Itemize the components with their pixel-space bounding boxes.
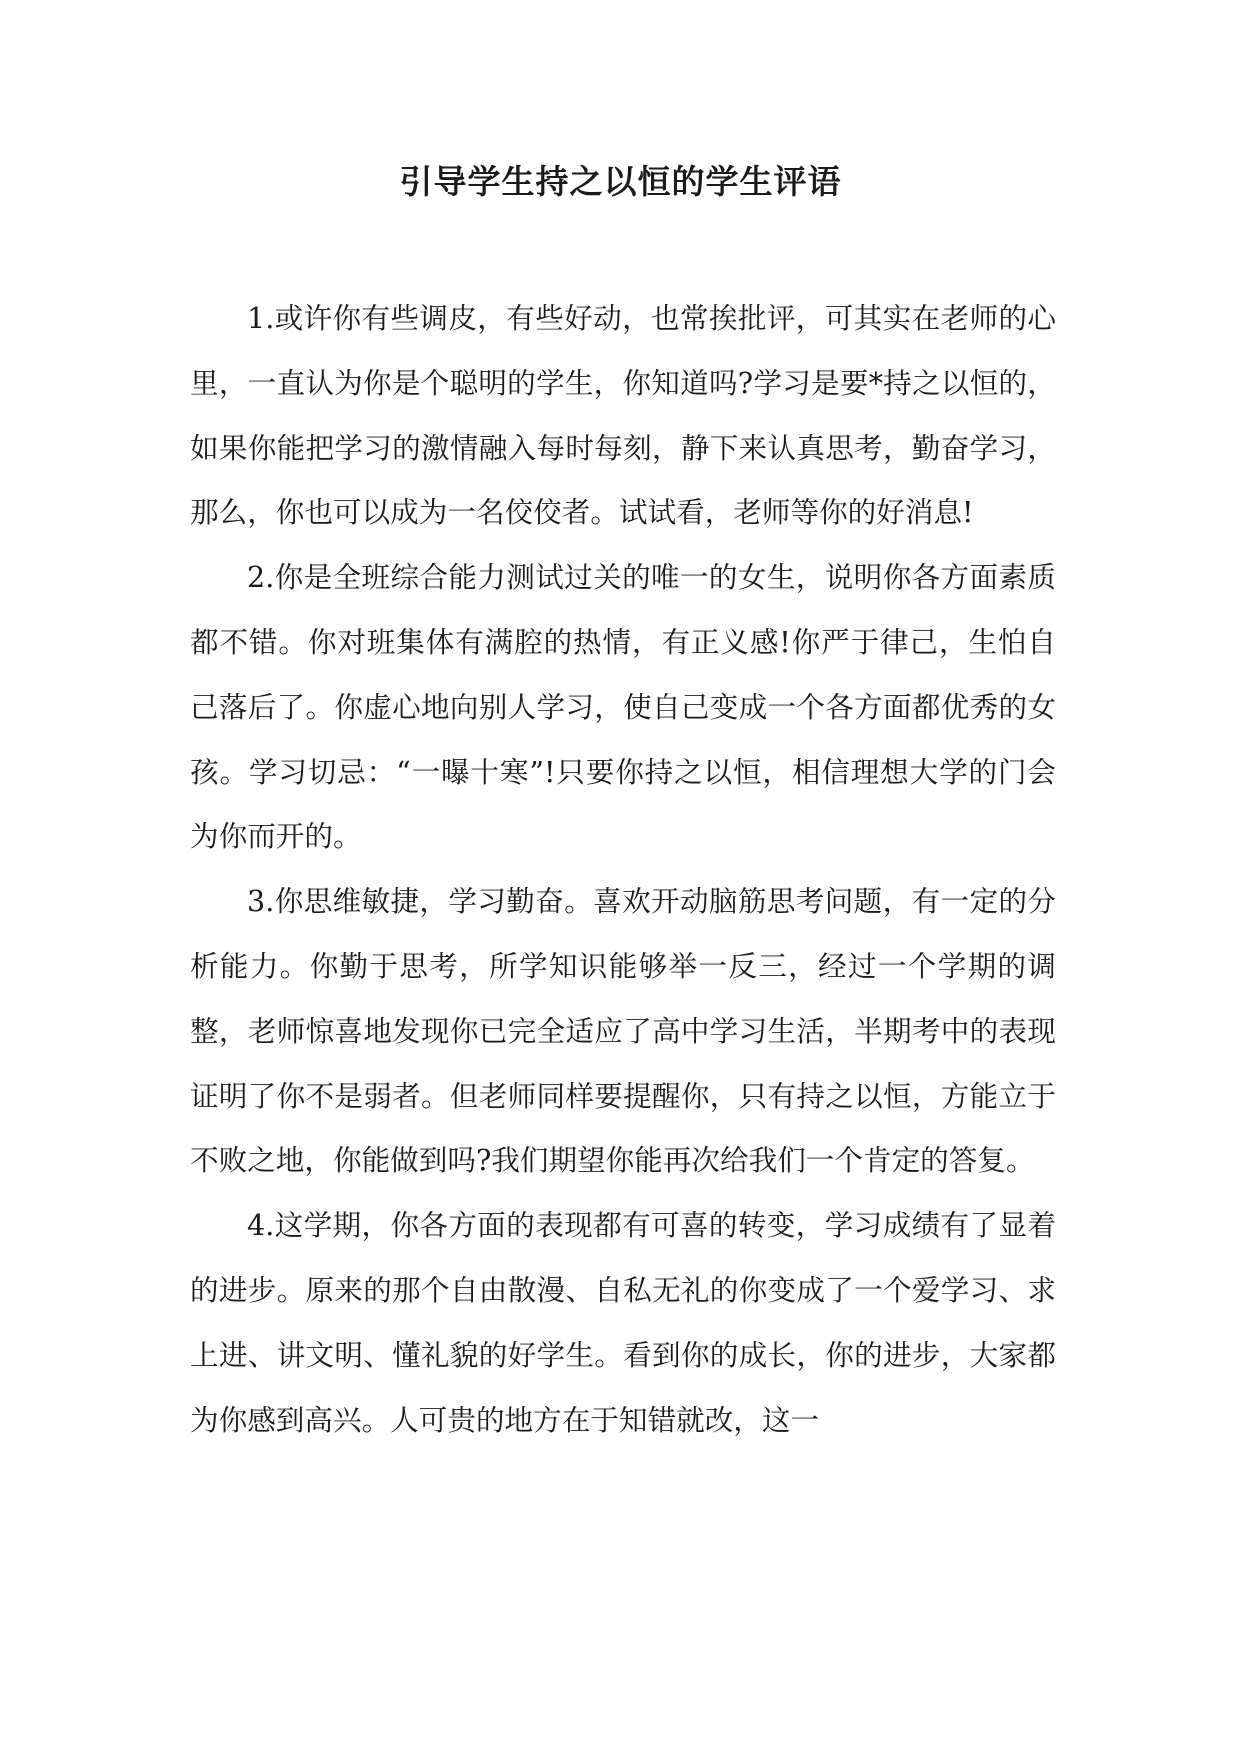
comment-paragraph-2: 2.你是全班综合能力测试过关的唯一的女生，说明你各方面素质都不错。你对班集体有满腔的热情，有正义感!你严于律己，生怕自己落后了。你虚心地向别人学习，使自己变成一个各方面都优秀的女孩。学习切忌：“一曝十寒”!只要你持之以恒，相信理想大学的门会为你而开的。 xyxy=(190,560,1056,854)
comment-paragraph-1: 1.或许你有些调皮，有些好动，也常挨批评，可其实在老师的心里，一直认为你是个聪明的学生，你知道吗?学习是要*持之以恒的，如果你能把学习的激情融入每时每刻，静下来认真思考，勤奋学习，那么，你也可以成为一名佼佼者。试试看，老师等你的好消息! xyxy=(190,301,1056,530)
document-title: 引导学生持之以恒的学生评语 xyxy=(399,162,842,201)
comment-paragraph-3: 3.你思维敏捷，学习勤奋。喜欢开动脑筋思考问题，有一定的分析能力。你勤于思考，所学知识能够举一反三，经过一个学期的调整，老师惊喜地发现你已完全适应了高中学习生活，半期考中的表现证明了你不是弱者。但老师同样要提醒你，只有持之以恒，方能立于不败之地，你能做到吗?我们期望你能再次给我们一个肯定的答复。 xyxy=(190,884,1056,1178)
comment-paragraph-4: 4.这学期，你各方面的表现都有可喜的转变，学习成绩有了显着的进步。原来的那个自由散漫、自私无礼的你变成了一个爱学习、求上进、讲文明、懂礼貌的好学生。看到你的成长，你的进步，大家都为你感到高兴。人可贵的地方在于知错就改，这一 xyxy=(190,1208,1056,1437)
document-body xyxy=(190,286,1056,1452)
